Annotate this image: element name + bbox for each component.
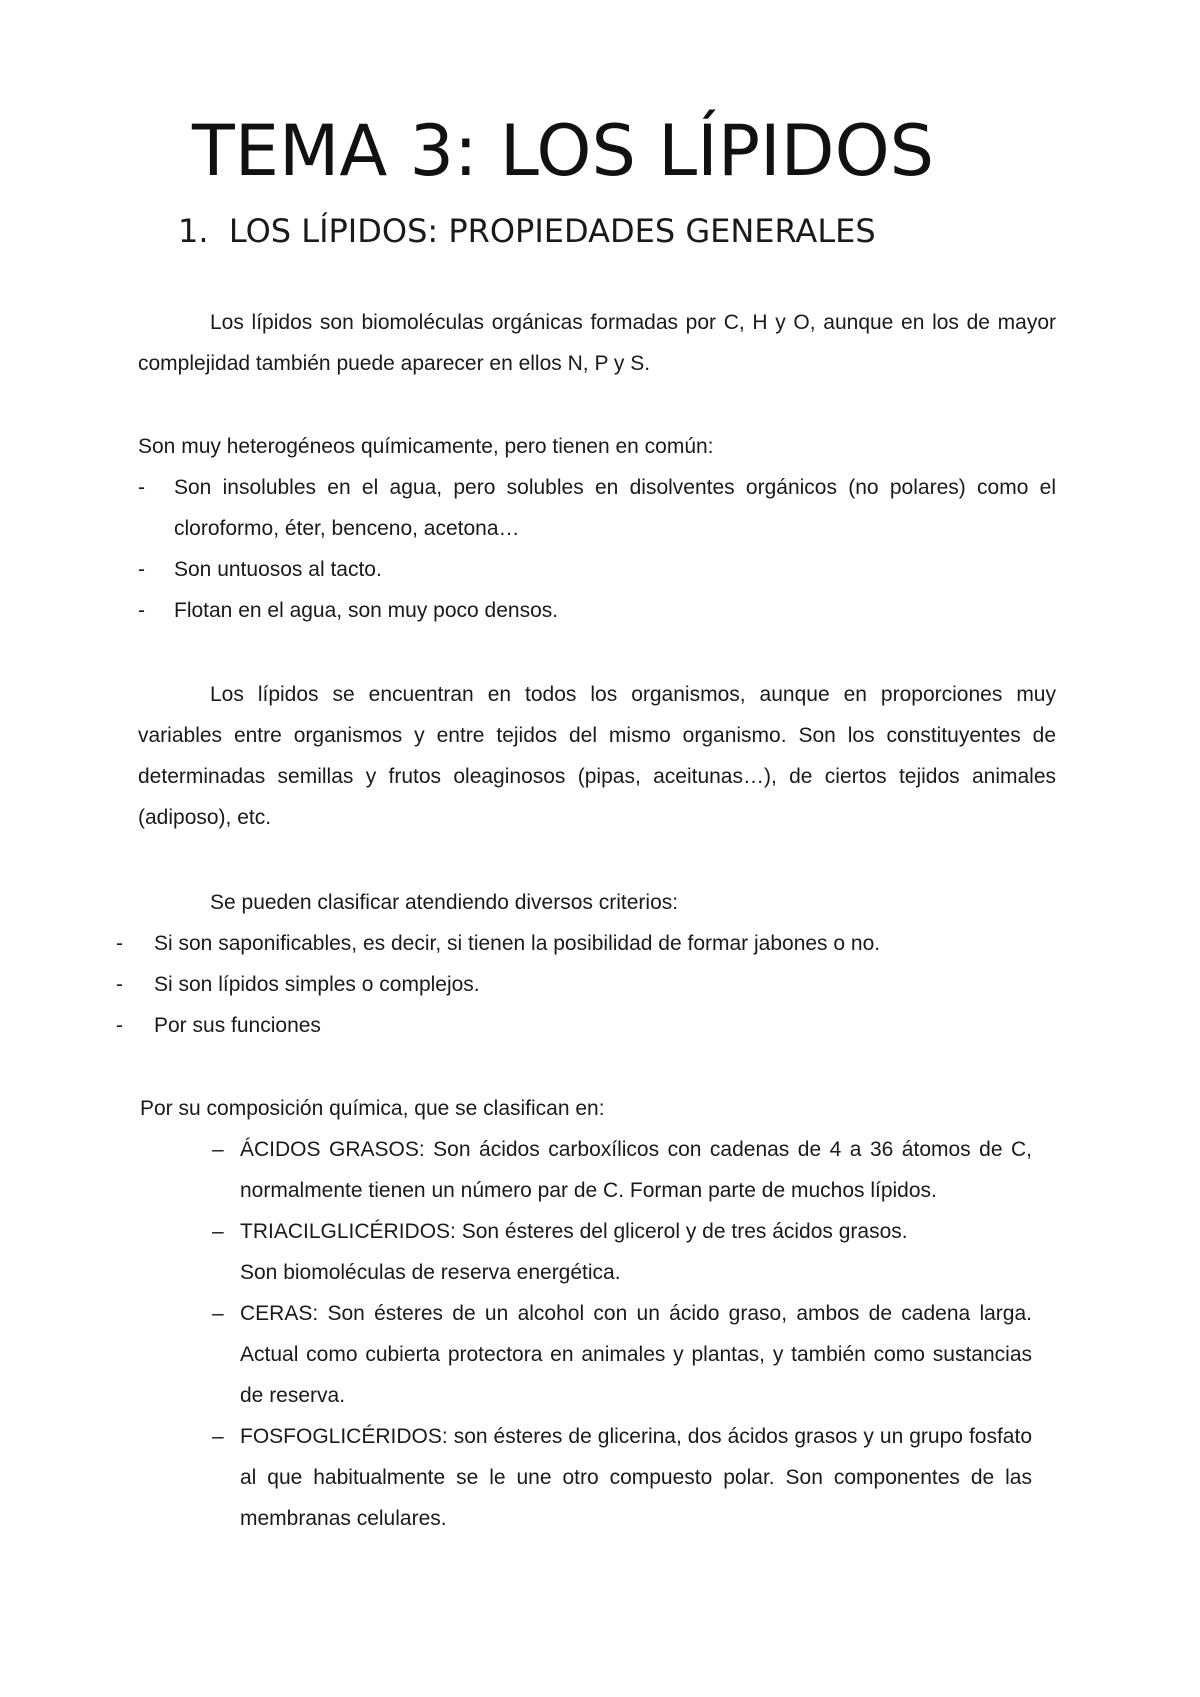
list-bullet: -	[138, 476, 145, 499]
list-item	[212, 1211, 1032, 1293]
term-description: : Son ésteres del glicerol y de tres ácidos grasos.	[450, 1220, 908, 1243]
composition-intro: Por su composición química, que se clasifican en:	[140, 1097, 605, 1120]
term-acidos-grasos: ÁCIDOS GRASOS	[240, 1138, 419, 1161]
list-bullet: –	[212, 1220, 224, 1243]
list-item-text: Son insolubles en el agua, pero solubles en disolventes orgánicos (no polares) como el cloroformo, éter, benceno, acetona…	[174, 476, 1056, 540]
list-item-text: Flotan en el agua, son muy poco densos.	[174, 599, 559, 622]
list-item-text: Por sus funciones	[154, 1014, 321, 1037]
term-description: : Son ésteres de un alcohol con un ácido graso, ambos de cadena larga. Actual como cubierta protectora en animales y plantas, y también como sustancias de reserva.	[240, 1302, 1032, 1407]
list-bullet: -	[116, 1014, 123, 1037]
distribution-paragraph: Los lípidos se encuentran en todos los organismos, aunque en proporciones muy variables entre organismos y entre tejidos del mismo organismo. Son los constituyentes de determinadas semillas y frutos oleaginosos (pipas, aceitunas…), de ciertos tejidos animales (adiposo), etc.	[138, 683, 1056, 829]
document-title: TEMA 3: LOS LÍPIDOS	[192, 110, 935, 192]
list-item	[138, 590, 1056, 631]
section-heading	[178, 212, 876, 250]
term-triacilgliceridos: TRIACILGLICÉRIDOS	[240, 1220, 451, 1243]
list-item	[212, 1293, 1032, 1416]
list-item	[212, 1129, 1032, 1211]
list-item	[212, 1416, 1032, 1539]
list-item-text: Si son saponificables, es decir, si tienen la posibilidad de formar jabones o no.	[154, 932, 881, 955]
list-item-text	[240, 1416, 1032, 1539]
list-item-text	[240, 1129, 1032, 1211]
list-bullet: -	[138, 558, 145, 581]
term-description-extra: Son biomoléculas de reserva energética.	[240, 1261, 621, 1284]
list-item-text: Si son lípidos simples o complejos.	[154, 973, 480, 996]
list-item	[116, 964, 1056, 1005]
list-item-text: Son untuosos al tacto.	[174, 558, 382, 581]
common-intro: Son muy heterogéneos químicamente, pero tienen en común:	[138, 435, 714, 458]
list-item-text	[240, 1293, 1032, 1416]
term-ceras: CERAS	[240, 1302, 313, 1325]
classify-list	[116, 923, 1056, 1046]
list-bullet: –	[212, 1425, 224, 1448]
term-description: : Son ácidos carboxílicos con cadenas de 4 a 36 átomos de C, normalmente tienen un número par de C. Forman parte de muchos lípidos.	[240, 1138, 1032, 1202]
list-item	[116, 1005, 1056, 1046]
list-bullet: –	[212, 1138, 224, 1161]
section-number: 1.	[178, 212, 209, 250]
intro-paragraph: Los lípidos son biomoléculas orgánicas formadas por C, H y O, aunque en los de mayor complejidad también puede aparecer en ellos N, P y S.	[138, 311, 1056, 375]
list-item	[116, 923, 1056, 964]
common-list	[138, 467, 1056, 631]
list-item	[138, 467, 1056, 549]
list-bullet: -	[116, 973, 123, 996]
term-fosfogliceridos: FOSFOGLICÉRIDOS	[240, 1425, 442, 1448]
list-item-text	[240, 1211, 1032, 1293]
list-item	[138, 549, 1056, 590]
term-description: : son ésteres de glicerina, dos ácidos grasos y un grupo fosfato al que habitualmente se le une otro compuesto polar. Son componentes de las membranas celulares.	[240, 1425, 1032, 1530]
list-bullet: –	[212, 1302, 224, 1325]
classify-intro: Se pueden clasificar atendiendo diversos criterios:	[210, 891, 679, 914]
list-bullet: -	[138, 599, 145, 622]
composition-list	[212, 1129, 1032, 1539]
list-bullet: -	[116, 932, 123, 955]
section-title: LOS LÍPIDOS: PROPIEDADES GENERALES	[228, 212, 876, 250]
